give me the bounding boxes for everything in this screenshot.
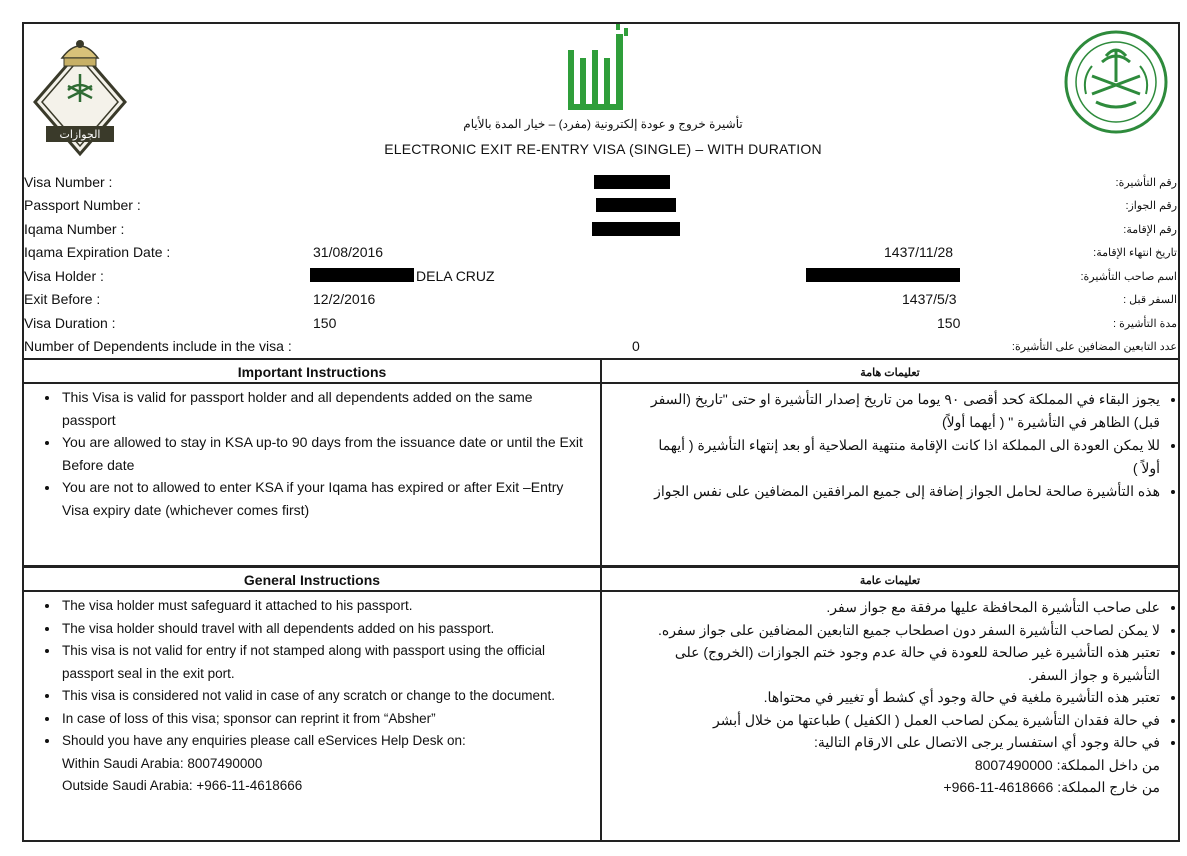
- list-item: • This visa is considered not valid in case of any scratch or change to the document.: [60, 685, 588, 708]
- contact-line: من خارج المملكة: 4618666-11-966+: [943, 779, 1160, 795]
- list-item: • يجوز البقاء في المملكة كحد أقصى ٩٠ يوما من تاريخ إصدار التأشيرة او حتى "تاريخ (السفر قبل) الظاهر في التأشيرة " ( أيهما أولاً): [650, 388, 1160, 434]
- important-title-en: Important Instructions: [237, 364, 387, 380]
- general-list-en: [24, 595, 588, 798]
- visa-duration-value: 150: [313, 315, 337, 331]
- dependents-value: 0: [632, 338, 640, 354]
- jawazat-logo: [30, 30, 130, 160]
- iqama-expiry-date: 31/08/2016: [313, 244, 384, 260]
- visa-holder-label: Visa Holder :: [24, 268, 104, 284]
- contact-line: Outside Saudi Arabia: +966-11-4618666: [62, 778, 303, 793]
- ministry-emblem: [1062, 28, 1170, 136]
- redaction-bar: [592, 222, 680, 236]
- title-arabic: تأشيرة خروج و عودة إلكترونية (مفرد) – خيار المدة بالأيام: [463, 117, 743, 131]
- list-item: • على صاحب التأشيرة المحافظة عليها مرفقة مع جواز سفر.: [650, 596, 1160, 619]
- list-item: • تعتبر هذه التأشيرة غير صالحة للعودة في حالة عدم وجود ختم الجوازات (الخروج) على التأشيرة و جواز السفر.: [650, 641, 1160, 686]
- list-item: • تعتبر هذه التأشيرة ملغية في حالة وجود أي كشط أو تغيير في محتواها.: [650, 686, 1160, 709]
- contact-line: Within Saudi Arabia: 8007490000: [62, 755, 263, 771]
- visa-duration-value-ar: 150: [937, 315, 961, 331]
- general-title-ar: تعليمات عامة: [859, 575, 921, 587]
- exit-before-date: 12/2/2016: [313, 291, 376, 307]
- list-item: • This Visa is valid for passport holder and all dependents added on the same passport: [60, 386, 588, 431]
- general-title-en: General Instructions: [243, 572, 381, 588]
- passport-number-label: Passport Number :: [24, 197, 141, 213]
- absher-logo: [566, 22, 632, 114]
- general-list-ar: [650, 596, 1187, 799]
- list-item: • You are not to allowed to enter KSA if your Iqama has expired or after Exit –Entry Visa expiry date (whichever comes first): [60, 476, 588, 521]
- list-item: • في حالة وجود أي استفسار يرجى الاتصال على الارقام التالية:: [650, 731, 1160, 754]
- important-list-ar: [650, 388, 1187, 503]
- jawazat-label: الجوازات: [59, 128, 101, 141]
- visa-duration-label: Visa Duration :: [24, 315, 116, 331]
- iqama-expiry-label-ar: تاريخ انتهاء الإقامة:: [1093, 247, 1177, 259]
- redaction-bar: [310, 268, 414, 282]
- important-list-en: [24, 386, 588, 521]
- redaction-bar: [596, 198, 676, 212]
- passport-number-label-ar: رقم الجواز:: [1125, 200, 1177, 212]
- list-item: • هذه التأشيرة صالحة لحامل الجواز إضافة إلى جميع المرافقين المضافين على نفس الجواز: [650, 480, 1160, 503]
- visa-duration-label-ar: مدة التأشيرة :: [1112, 318, 1177, 330]
- dependents-label: Number of Dependents include in the visa :: [24, 338, 292, 354]
- list-item: • In case of loss of this visa; sponsor can reprint it from “Absher”: [60, 708, 588, 731]
- iqama-number-label: Iqama Number :: [24, 221, 125, 237]
- iqama-expiry-hijri: 1437/11/28: [884, 244, 954, 260]
- list-item: • The visa holder should travel with all dependents added on his passport.: [60, 618, 588, 641]
- list-item: • The visa holder must safeguard it attached to his passport.: [60, 595, 588, 618]
- important-title-ar: تعليمات هامة: [860, 367, 920, 379]
- list-item: • Should you have any enquiries please call eServices Help Desk on:: [60, 730, 588, 753]
- dependents-label-ar: عدد التابعين المضافين على التأشيرة:: [1011, 341, 1177, 353]
- iqama-expiry-label: Iqama Expiration Date :: [24, 244, 171, 260]
- list-item: • You are allowed to stay in KSA up-to 90 days from the issuance date or until the Exit Before date: [60, 431, 588, 476]
- exit-before-label: Exit Before :: [24, 291, 101, 307]
- list-item: • في حالة فقدان التأشيرة يمكن لصاحب العمل ( الكفيل ) طباعتها من خلال أبشر: [650, 709, 1160, 732]
- visa-number-label-ar: رقم التأشيرة:: [1115, 177, 1177, 189]
- list-item: • للا يمكن العودة الى المملكة اذا كانت الإقامة منتهية الصلاحية أو بعد إنتهاء التأشيرة ( أيهما أولاً ): [650, 434, 1160, 480]
- visa-holder-name: DELA CRUZ: [416, 268, 495, 284]
- list-item: • لا يمكن لصاحب التأشيرة السفر دون اصطحاب جميع التابعين المضافين على جواز سفره.: [650, 619, 1160, 642]
- contact-line: من داخل المملكة: 8007490000: [974, 756, 1160, 773]
- exit-before-label-ar: السفر قبل :: [1123, 294, 1177, 306]
- redaction-bar: [594, 175, 670, 189]
- redaction-bar: [806, 268, 960, 282]
- visa-holder-label-ar: اسم صاحب التأشيرة:: [1080, 271, 1177, 283]
- title-english: ELECTRONIC EXIT RE-ENTRY VISA (SINGLE) – WITH DURATION: [384, 141, 822, 157]
- list-item: • This visa is not valid for entry if not stamped along with passport using the official passport seal in the exit port.: [60, 640, 588, 685]
- exit-before-hijri: 1437/5/3: [902, 291, 957, 307]
- visa-number-label: Visa Number :: [24, 174, 113, 190]
- iqama-number-label-ar: رقم الإقامة:: [1123, 224, 1177, 236]
